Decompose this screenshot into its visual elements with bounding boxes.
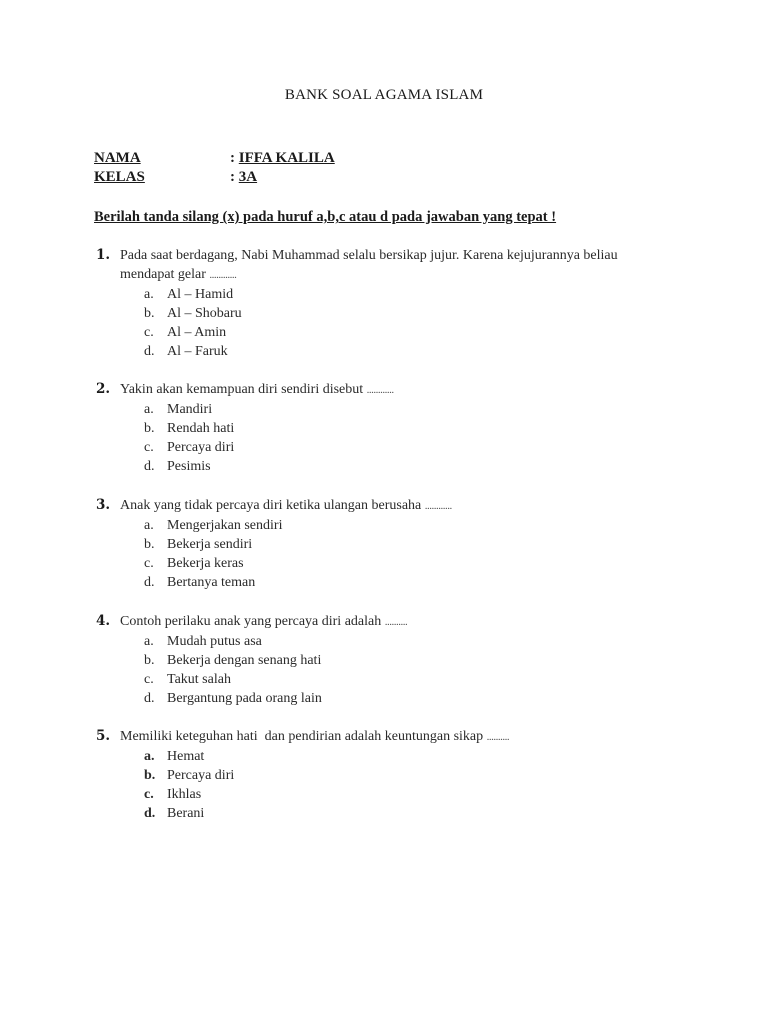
options-list — [96, 632, 696, 708]
title-text: BANK SOAL AGAMA ISLAM — [284, 87, 484, 103]
question-text: Yakin akan kemampuan diri sendiri disebut ............ — [120, 382, 394, 397]
option-b[interactable]: b. Al – Shobaru — [144, 306, 242, 321]
option-b[interactable]: b. Bekerja sendiri — [144, 537, 253, 552]
options-list — [96, 516, 696, 592]
question-5 — [96, 727, 696, 823]
option-d[interactable]: d. Pesimis — [144, 459, 211, 474]
question-number: 3. — [96, 497, 111, 513]
option-a[interactable]: a. Hemat — [144, 749, 205, 764]
field-value: IFFA KALILA — [238, 150, 335, 166]
field-label: KELAS — [94, 169, 145, 185]
options-list — [96, 285, 696, 361]
option-b[interactable]: b. Percaya diri — [144, 768, 235, 783]
option-b[interactable]: b. Bekerja dengan senang hati — [144, 653, 322, 668]
option-c[interactable]: c. Percaya diri — [144, 440, 235, 455]
option-c[interactable]: c. Al – Amin — [144, 325, 227, 340]
options-list — [96, 747, 696, 823]
option-a[interactable]: a. Mengerjakan sendiri — [144, 518, 283, 533]
option-c[interactable]: c. Takut salah — [144, 672, 231, 687]
option-d[interactable]: d. Al – Faruk — [144, 344, 228, 359]
field-value: 3A — [238, 169, 258, 185]
question-text: Pada saat berdagang, Nabi Muhammad selalu bersikap jujur. Karena kejujurannya beliau mendapat gelar ............ — [120, 248, 618, 282]
option-a[interactable]: a. Mudah putus asa — [144, 634, 262, 649]
question-1 — [96, 246, 696, 361]
option-d[interactable]: d. Bergantung pada orang lain — [144, 691, 322, 706]
question-text: Memiliki keteguhan hati dan pendirian adalah keuntungan sikap .......... — [120, 729, 510, 744]
question-text: Anak yang tidak percaya diri ketika ulangan berusaha ............ — [120, 498, 452, 513]
question-2 — [96, 380, 696, 476]
question-number: 2. — [96, 381, 111, 397]
options-list — [96, 400, 696, 476]
option-d[interactable]: d. Bertanya teman — [144, 575, 256, 590]
question-3 — [96, 496, 696, 592]
instruction-text: Berilah tanda silang (x) pada huruf a,b,c atau d pada jawaban yang tepat ! — [94, 209, 557, 225]
option-b[interactable]: b. Rendah hati — [144, 421, 235, 436]
question-text: Contoh perilaku anak yang percaya diri adalah .......... — [120, 614, 408, 629]
field-colon-value: : 3A — [230, 169, 258, 185]
document-title — [0, 87, 768, 104]
question-4 — [96, 612, 696, 708]
option-a[interactable]: a. Mandiri — [144, 402, 213, 417]
question-number: 5. — [96, 728, 111, 744]
question-number: 1. — [96, 247, 111, 263]
option-d[interactable]: d. Berani — [144, 806, 205, 821]
field-colon-value: : IFFA KALILA — [230, 150, 335, 166]
field-label: NAMA — [94, 150, 141, 166]
option-c[interactable]: c. Ikhlas — [144, 787, 202, 802]
option-a[interactable]: a. Al – Hamid — [144, 287, 234, 302]
question-number: 4. — [96, 613, 111, 629]
option-c[interactable]: c. Bekerja keras — [144, 556, 244, 571]
